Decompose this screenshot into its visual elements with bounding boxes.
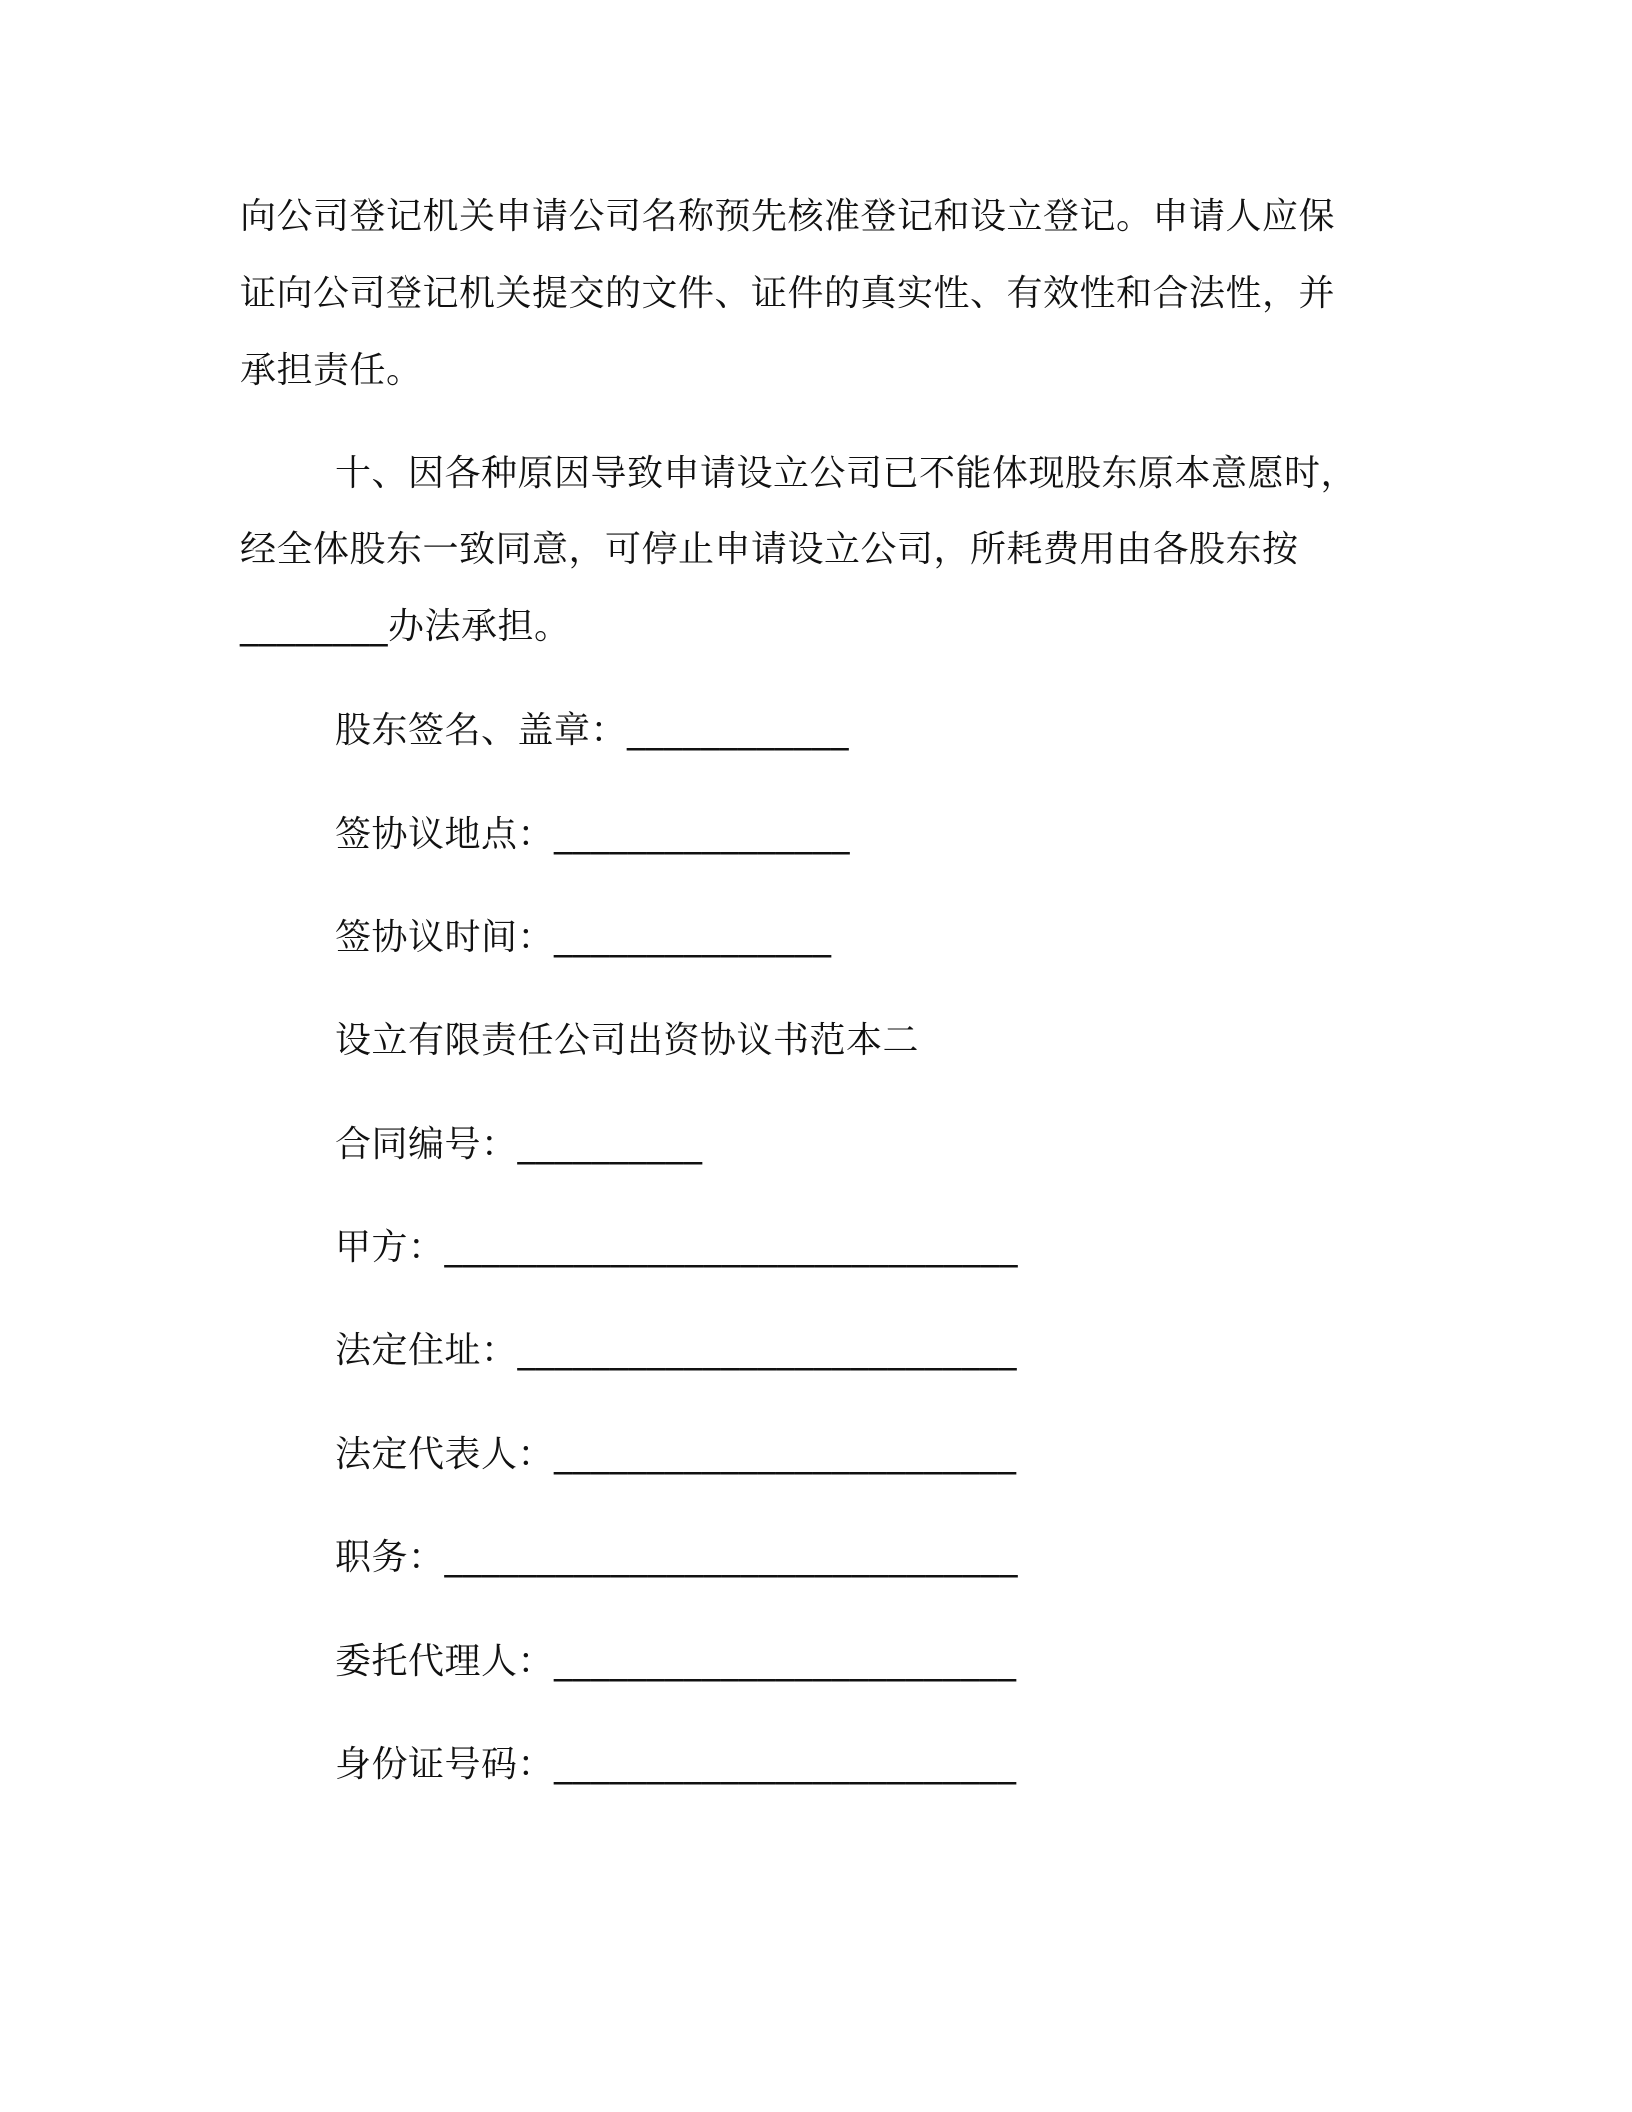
paragraph-9-line-3: 承担责任。 [240,350,423,391]
position-field: 职务：_______________________________ [335,1537,1019,1578]
contract-number-field: 合同编号：__________ [335,1124,703,1165]
paragraph-10-line-1: 十、因各种原因导致申请设立公司已不能体现股东原本意愿时， [335,453,1358,494]
agent-field: 委托代理人：_________________________ [335,1641,1017,1682]
paragraph-9-line-1: 向公司登记机关申请公司名称预先核准登记和设立登记。申请人应保 [240,196,1336,237]
legal-address-field: 法定住址：___________________________ [335,1330,1018,1371]
legal-representative-field: 法定代表人：_________________________ [335,1434,1017,1475]
template-two-title: 设立有限责任公司出资协议书范本二 [335,1020,920,1061]
party-a-field: 甲方：_______________________________ [335,1227,1019,1268]
id-number-field: 身份证号码：_________________________ [335,1744,1017,1785]
paragraph-10-line-3: ________办法承担。 [240,606,571,647]
paragraph-9-line-2: 证向公司登记机关提交的文件、证件的真实性、有效性和合法性，并 [240,273,1336,314]
signing-place-field: 签协议地点：________________ [335,814,851,855]
signing-time-field: 签协议时间：_______________ [335,917,832,958]
paragraph-10-line-2: 经全体股东一致同意，可停止申请设立公司，所耗费用由各股东按 [240,529,1299,570]
shareholder-signature-field: 股东签名、盖章：____________ [335,710,850,751]
